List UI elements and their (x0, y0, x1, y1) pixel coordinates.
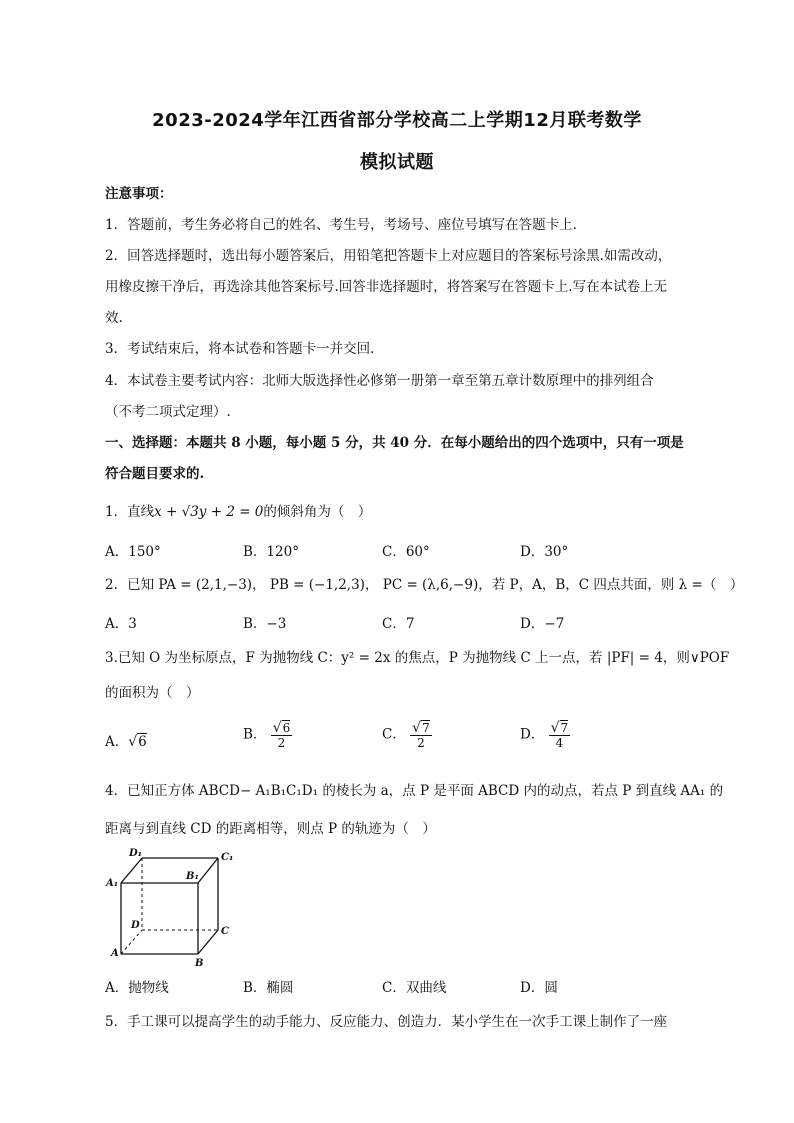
section-heading-cont: 符合题目要求的. (105, 466, 205, 482)
section-heading: 一、选择题：本题共 8 小题，每小题 5 分，共 40 分．在每小题给出的四个选项中，只有一项是 (105, 435, 684, 451)
q4-option-d[interactable]: D．圆 (520, 980, 558, 996)
page-subtitle: 模拟试题 (360, 152, 434, 173)
notice-item-3: 3．考试结束后，将本试卷和答题卡一并交回. (105, 341, 375, 357)
q3-d-label: D． (520, 726, 545, 743)
q4-option-a[interactable]: A．抛物线 (105, 980, 169, 996)
cube-figure (105, 846, 240, 968)
q1-equation: x + √3y + 2 = 0 (154, 504, 264, 520)
edge-a1d1 (121, 858, 142, 883)
q3-d-fraction: $\frac{√7}{4}$ (550, 720, 569, 750)
q3-c-fraction: $\frac{√7}{2}$ (412, 720, 430, 750)
q3-option-b[interactable] (243, 720, 292, 750)
q4-option-b[interactable]: B．椭圆 (243, 980, 294, 996)
label-a1: A₁ (106, 878, 119, 889)
q2-option-b[interactable]: B．−3 (243, 616, 287, 632)
label-b: B (195, 958, 204, 968)
page-title: 2023-2024学年江西省部分学校高二上学期12月联考数学 (152, 110, 642, 131)
q3-option-a[interactable]: A．√6 (105, 734, 147, 750)
question-2: 2．已知 PA = (2,1,−3)， PB = (−1,2,3)， PC = (λ,6,−9)，若 P，A，B，C 四点共面，则 λ =（ ） (105, 577, 744, 593)
q3-a-label: A． (105, 734, 129, 750)
q2-option-c[interactable]: C．7 (382, 616, 415, 632)
q1-option-a[interactable]: A．150° (105, 544, 161, 560)
q1-prefix: 1．直线 (105, 504, 155, 520)
q3-b-fraction: $\frac{√6}{2}$ (272, 720, 291, 750)
question-3-cont: 的面积为（ ） (105, 685, 200, 701)
notice-item-1: 1．答题前，考生务必将自己的姓名、考生号，考场号、座位号填写在答题卡上. (105, 217, 577, 233)
q2-option-d[interactable]: D．−7 (520, 616, 565, 632)
edge-b1c1 (198, 858, 218, 883)
question-1 (105, 502, 705, 522)
q3-b-label: B． (243, 726, 267, 743)
question-5: 5．手工课可以提高学生的动手能力、反应能力、创造力．某小学生在一次手工课上制作了一座 (105, 1014, 668, 1030)
label-a: A (111, 948, 119, 959)
question-4: 4．已知正方体 ABCD− A₁B₁C₁D₁ 的棱长为 a，点 P 是平面 ABCD 内的动点，若点 P 到直线 AA₁ 的 (105, 783, 724, 799)
label-b1: B₁ (186, 871, 199, 882)
notice-item-4-cont: （不考二项式定理）. (105, 404, 231, 420)
notice-heading: 注意事项： (105, 186, 173, 202)
label-d: D (131, 920, 140, 931)
q1-option-b[interactable]: B．120° (243, 544, 299, 560)
q1-suffix: 的倾斜角为（ ） (263, 504, 372, 520)
label-c: C (221, 926, 229, 937)
label-d1: D₁ (129, 848, 143, 859)
edge-bc (198, 930, 218, 954)
notice-item-2-cont: 用橡皮擦干净后，再选涂其他答案标号.回答非选择题时，将答案写在答题卡上.写在本试卷上无 (105, 279, 668, 295)
q3-option-d[interactable] (520, 720, 570, 750)
q4-option-c[interactable]: C．双曲线 (382, 980, 447, 996)
notice-item-2: 2．回答选择题时，选出每小题答案后，用铅笔把答题卡上对应题目的答案标号涂黑.如需改动， (105, 248, 672, 264)
question-4-cont: 距离与到直线 CD 的距离相等，则点 P 的轨迹为（ ） (105, 821, 436, 837)
q1-option-c[interactable]: C．60° (382, 544, 430, 560)
notice-item-2-end: 效. (105, 310, 123, 326)
question-3: 3.已知 O 为坐标原点，F 为抛物线 C：y² = 2x 的焦点，P 为抛物线 C 上一点，若 |PF| = 4，则∨POF (105, 650, 730, 666)
notice-item-4: 4．本试卷主要考试内容：北师大版选择性必修第一册第一章至第五章计数原理中的排列组合 (105, 373, 654, 389)
q1-option-d[interactable]: D．30° (520, 544, 569, 560)
q2-option-a[interactable]: A．3 (105, 616, 137, 632)
q3-a-value: 6 (138, 734, 147, 750)
q3-c-label: C． (382, 726, 406, 743)
q3-option-c[interactable] (382, 720, 432, 750)
label-c1: C₁ (221, 852, 234, 863)
edge-ad-hidden (121, 930, 142, 954)
